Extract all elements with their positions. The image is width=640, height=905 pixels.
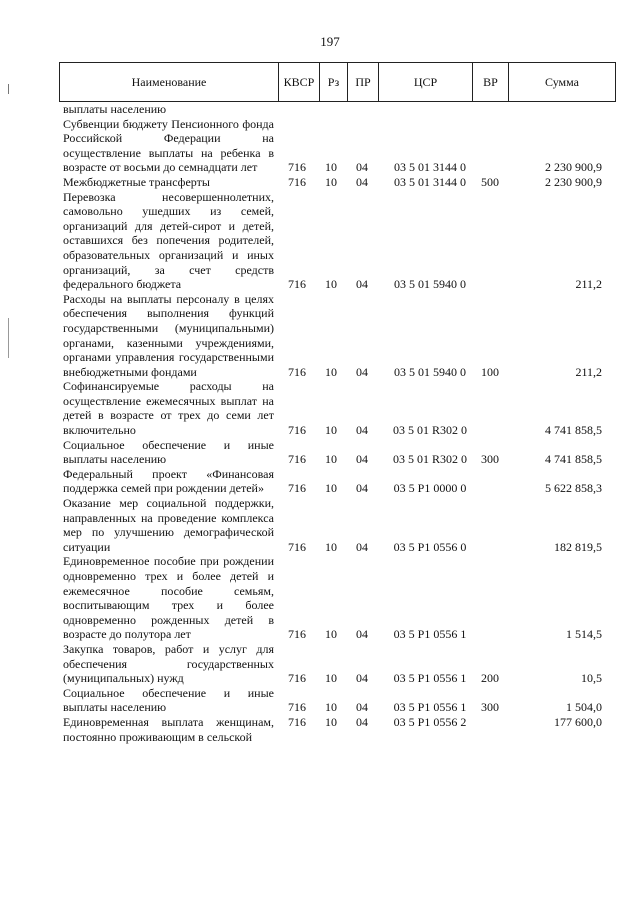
row-kvsr: 716 [288,627,306,642]
scan-margin-mark [8,84,9,94]
row-vr: 300 [481,452,499,467]
table-row [0,292,640,380]
row-name: выплаты населению [63,102,167,116]
row-csr: 03 5 01 5940 0 [394,364,466,379]
row-rz: 10 [325,671,337,686]
row-csr: 03 5 01 R302 0 [392,452,467,467]
row-pr: 04 [356,364,368,379]
row-sum: 1 504,0 [566,700,602,715]
row-sum: 182 819,5 [554,539,602,554]
row-name: Социальное обеспечение и иные выплаты населению [63,437,274,467]
row-pr: 04 [356,423,368,438]
row-kvsr: 716 [288,277,306,292]
table-row [0,175,640,190]
row-name: Федеральный проект «Финансовая поддержка семей при рождении детей» [63,466,274,496]
row-kvsr: 716 [288,174,306,189]
row-rz: 10 [325,700,337,715]
table-row [0,379,640,437]
row-kvsr: 716 [288,700,306,715]
row-rz: 10 [325,481,337,496]
row-name: Расходы на выплаты персоналу в целях обеспечения выполнения функций государственными (муниципальными) органами, казенными учреждениями, органами управления государственными внебюджетными фондами [63,291,274,379]
row-csr: 03 5 P1 0556 2 [393,714,467,729]
row-rz: 10 [325,627,337,642]
table-row [0,554,640,642]
row-sum: 211,2 [575,277,602,292]
row-pr: 04 [356,481,368,496]
row-csr: 03 5 01 3144 0 [394,174,466,189]
row-kvsr: 716 [288,714,306,729]
row-pr: 04 [356,700,368,715]
table-body [0,102,640,744]
column-header-name: Наименование [60,63,279,102]
row-sum: 211,2 [575,364,602,379]
row-name: Перевозка несовершеннолетних, самовольно ушедших из семей, организаций для детей-сирот и детей, оставшихся без попечения родителей, образовательных организаций и иных организаций, за счет средств федерального бюджета [63,189,274,292]
row-pr: 04 [356,160,368,175]
row-vr: 500 [481,174,499,189]
table-row [0,467,640,496]
row-rz: 10 [325,452,337,467]
row-name: Социальное обеспечение и иные выплаты населению [63,685,274,715]
table-row [0,496,640,554]
table-row [0,715,640,744]
row-vr: 300 [481,700,499,715]
table-row [0,686,640,715]
table-row [0,190,640,292]
column-header-kvsr: КВСР [279,63,320,102]
row-pr: 04 [356,277,368,292]
row-csr: 03 5 01 R302 0 [392,423,467,438]
row-csr: 03 5 P1 0556 1 [393,700,467,715]
row-sum: 4 741 858,5 [545,452,602,467]
row-kvsr: 716 [288,364,306,379]
row-name: Софинансируемые расходы на осуществление ежемесячных выплат на детей в возрасте от трех до семи лет включительно [63,379,274,438]
table-row [0,102,640,117]
row-sum: 4 741 858,5 [545,423,602,438]
row-rz: 10 [325,714,337,729]
row-name: Межбюджетные трансферты [63,174,210,189]
row-name: Единовременное пособие при рождении одновременно трех и более детей и ежемесячное пособие семьям, воспитывающим трех и более одновременно рожденных детей в возрасте до полутора лет [63,554,274,642]
row-vr: 200 [481,671,499,686]
row-csr: 03 5 P1 0556 0 [393,539,467,554]
row-rz: 10 [325,423,337,438]
row-vr: 100 [481,364,499,379]
row-sum: 10,5 [581,671,602,686]
row-kvsr: 716 [288,539,306,554]
row-rz: 10 [325,277,337,292]
row-sum: 2 230 900,9 [545,174,602,189]
row-rz: 10 [325,160,337,175]
table-header [59,62,616,102]
row-csr: 03 5 P1 0556 1 [393,671,467,686]
column-header-vr: ВР [473,63,509,102]
row-pr: 04 [356,452,368,467]
row-csr: 03 5 P1 0000 0 [393,481,467,496]
row-kvsr: 716 [288,452,306,467]
row-pr: 04 [356,671,368,686]
page-number: 197 [320,34,340,49]
row-sum: 177 600,0 [554,714,602,729]
row-pr: 04 [356,174,368,189]
row-name: Оказание мер социальной поддержки, направленных на проведение комплекса мер по улучшению демографической ситуации [63,496,274,554]
row-pr: 04 [356,714,368,729]
column-header-csr: ЦСР [379,63,473,102]
column-header-rz: Рз [320,63,348,102]
row-csr: 03 5 01 3144 0 [394,160,466,175]
row-kvsr: 716 [288,481,306,496]
row-rz: 10 [325,539,337,554]
row-name: Субвенции бюджету Пенсионного фонда Российской Федерации на осуществление выплаты на ребенка в возрасте от восьми до семнадцати лет [63,116,274,175]
row-sum: 5 622 858,3 [545,481,602,496]
row-csr: 03 5 P1 0556 1 [393,627,467,642]
row-pr: 04 [356,627,368,642]
column-header-pr: ПР [348,63,379,102]
table-row [0,642,640,686]
row-name: Закупка товаров, работ и услуг для обеспечения государственных (муниципальных) нужд [63,641,274,686]
table-row [0,438,640,467]
table-row [0,117,640,175]
row-sum: 2 230 900,9 [545,160,602,175]
row-kvsr: 716 [288,671,306,686]
row-kvsr: 716 [288,160,306,175]
row-rz: 10 [325,364,337,379]
row-sum: 1 514,5 [566,627,602,642]
row-pr: 04 [356,539,368,554]
row-name: Единовременная выплата женщинам, постоянно проживающим в сельской [63,714,274,744]
row-kvsr: 716 [288,423,306,438]
row-csr: 03 5 01 5940 0 [394,277,466,292]
row-rz: 10 [325,174,337,189]
column-header-sum: Сумма [509,63,616,102]
